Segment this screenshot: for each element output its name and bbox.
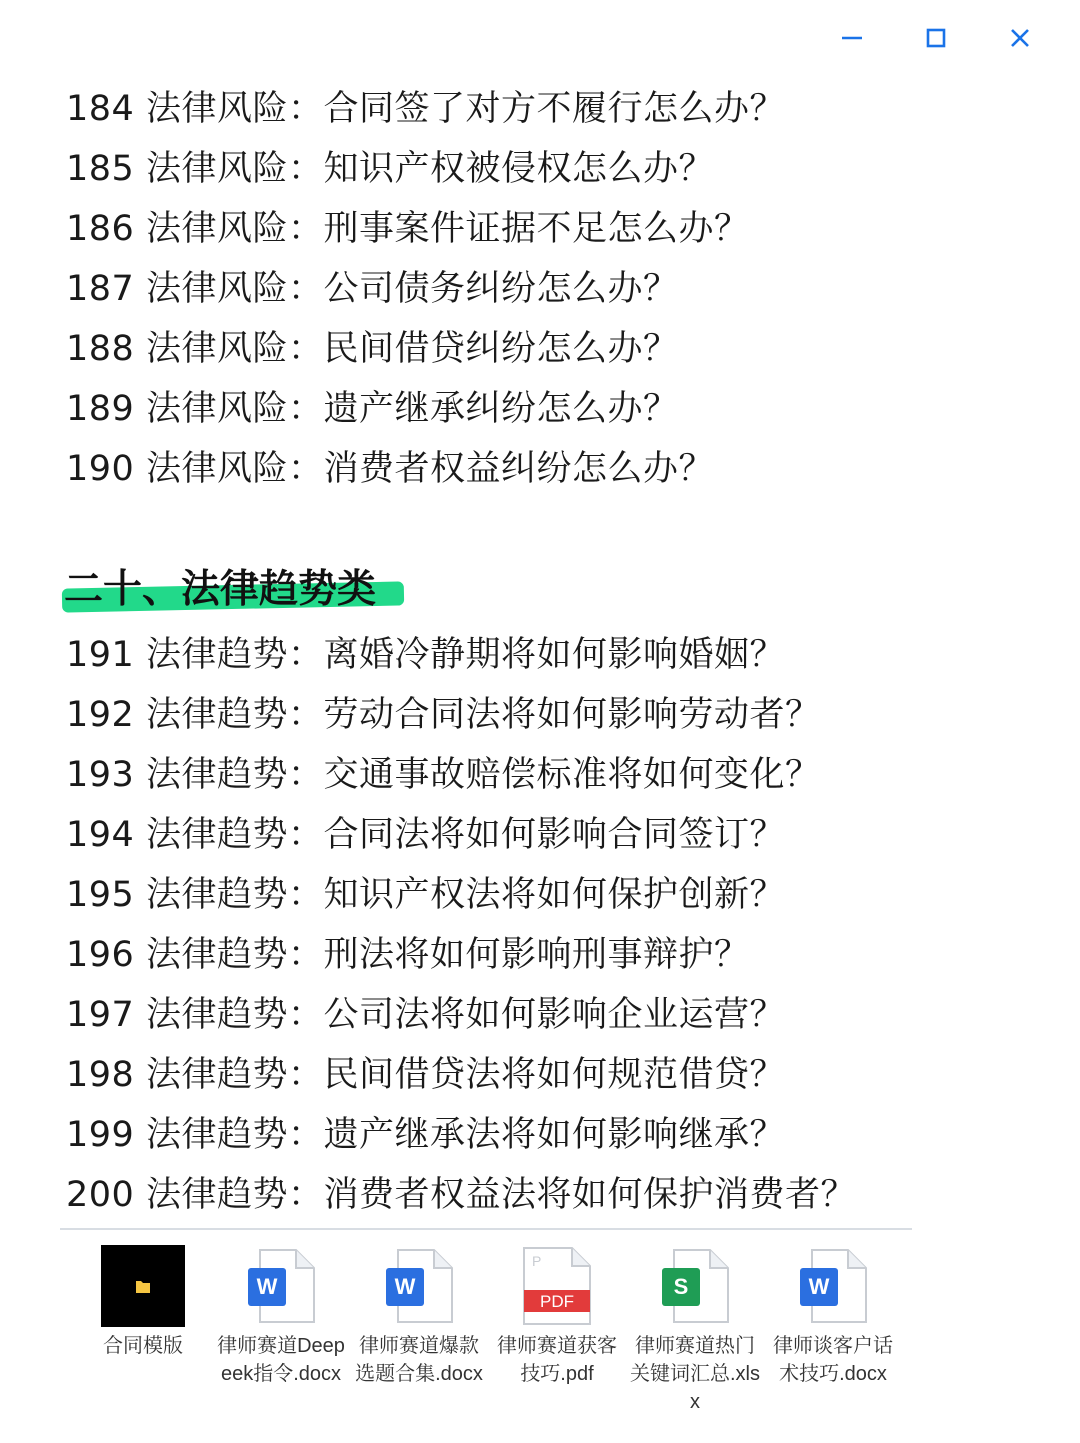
item-number: 191 [66,635,135,675]
item-number: 195 [66,875,135,915]
file-item-contract-templates[interactable] [74,1244,212,1416]
item-number: 188 [66,329,135,369]
list-item [66,805,856,865]
list-item [66,199,785,259]
file-list [74,1244,902,1416]
item-number: 200 [66,1175,135,1215]
list-item [66,865,856,925]
item-text: 法律风险：合同签了对方不履行怎么办？ [145,89,785,129]
word-doc-icon [238,1244,324,1328]
item-number: 193 [66,755,135,795]
folder-icon [100,1244,186,1328]
list-item [66,139,785,199]
file-name: 律师赛道Deepeek指令.docx [217,1335,345,1385]
word-badge: W [256,1274,278,1299]
list-item [66,745,856,805]
item-number: 189 [66,389,135,429]
word-doc-icon [790,1244,876,1328]
item-number: 197 [66,995,135,1035]
item-text: 法律趋势：刑法将如何影响刑事辩护？ [145,935,750,975]
item-text: 法律风险：消费者权益纠纷怎么办？ [145,449,714,489]
item-text: 法律趋势：合同法将如何影响合同签订？ [145,815,785,855]
item-text: 法律风险：遗产继承纠纷怎么办？ [145,389,679,429]
divider [60,1228,912,1230]
close-button[interactable] [1000,22,1040,54]
legal-risk-list [66,79,785,499]
list-item [66,1105,856,1165]
excel-sheet-icon [652,1244,738,1328]
maximize-button[interactable] [916,22,956,54]
pdf-badge: PDF [540,1292,574,1311]
item-number: 198 [66,1055,135,1095]
list-item [66,1045,856,1105]
file-name: 律师赛道爆款选题合集.docx [355,1335,483,1385]
file-item-deepeek-docx[interactable] [212,1244,350,1416]
item-number: 184 [66,89,135,129]
file-item-xlsx[interactable] [626,1244,764,1416]
list-item [66,985,856,1045]
item-text: 法律趋势：知识产权法将如何保护创新？ [145,875,785,915]
list-item [66,79,785,139]
item-number: 185 [66,149,135,189]
pdf-icon [514,1244,600,1328]
list-item [66,259,785,319]
file-item-scripts-docx[interactable] [764,1244,902,1416]
list-item [66,925,856,985]
item-number: 190 [66,449,135,489]
file-name: 律师谈客户话术技巧.docx [773,1335,893,1385]
list-item [66,1165,856,1225]
file-name: 律师赛道热门关键词汇总.xlsx [630,1335,760,1413]
file-name: 合同模版 [103,1335,183,1357]
legal-trend-list [66,625,856,1225]
file-name: 律师赛道获客技巧.pdf [497,1335,617,1385]
item-text: 法律趋势：公司法将如何影响企业运营？ [145,995,785,1035]
item-text: 法律风险：民间借贷纠纷怎么办？ [145,329,679,369]
minimize-button[interactable] [832,22,872,54]
section-heading: 二十、法律趋势类 [64,567,377,612]
word-doc-icon [376,1244,462,1328]
item-text: 法律趋势：消费者权益法将如何保护消费者？ [145,1175,856,1215]
item-text: 法律趋势：离婚冷静期将如何影响婚姻？ [145,635,785,675]
file-item-topics-docx[interactable] [350,1244,488,1416]
item-number: 199 [66,1115,135,1155]
list-item [66,625,856,685]
item-text: 法律趋势：劳动合同法将如何影响劳动者？ [145,695,821,735]
item-text: 法律风险：刑事案件证据不足怎么办？ [145,209,750,249]
list-item [66,319,785,379]
item-text: 法律趋势：交通事故赔偿标准将如何变化？ [145,755,821,795]
file-item-pdf[interactable] [488,1244,626,1416]
list-item [66,379,785,439]
item-text: 法律趋势：民间借贷法将如何规范借贷？ [145,1055,785,1095]
word-badge: W [808,1274,830,1299]
minimize-icon [839,25,865,51]
item-text: 法律趋势：遗产继承法将如何影响继承？ [145,1115,785,1155]
list-item [66,685,856,745]
svg-text:P: P [532,1253,542,1269]
item-number: 196 [66,935,135,975]
item-number: 192 [66,695,135,735]
word-badge: W [394,1274,416,1299]
close-icon [1007,25,1033,51]
item-number: 187 [66,269,135,309]
item-text: 法律风险：知识产权被侵权怎么办？ [145,149,714,189]
item-number: 186 [66,209,135,249]
excel-badge: S [673,1274,689,1299]
item-number: 194 [66,815,135,855]
list-item [66,439,785,499]
maximize-icon [923,25,949,51]
item-text: 法律风险：公司债务纠纷怎么办？ [145,269,679,309]
window-controls [832,22,1040,54]
